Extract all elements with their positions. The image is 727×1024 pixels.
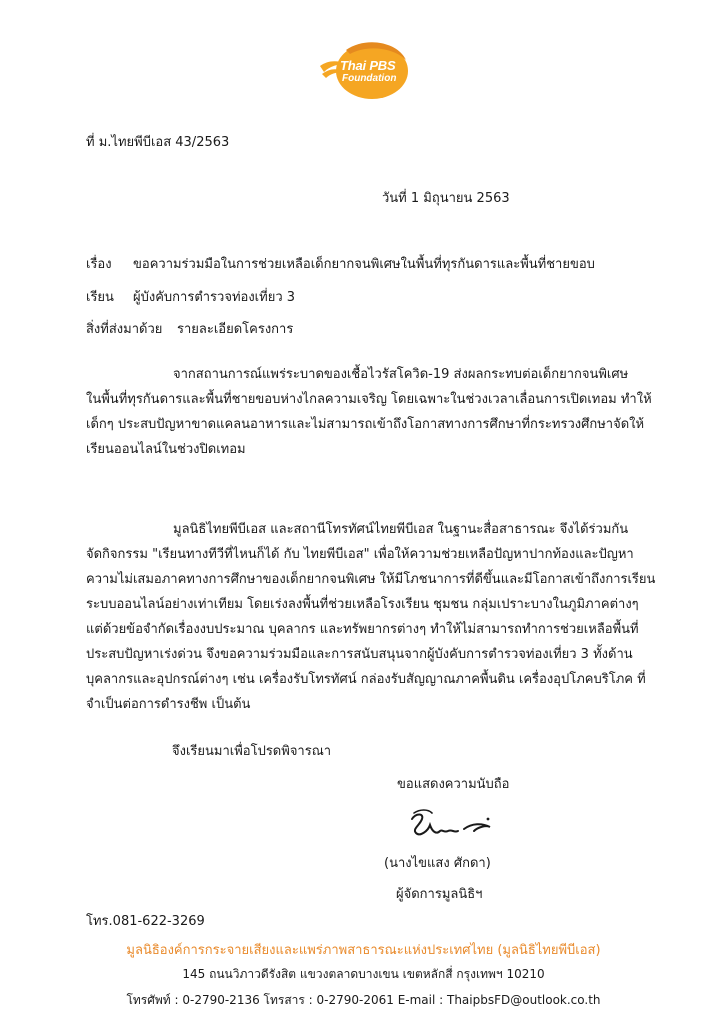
enclosure-value: รายละเอียดโครงการ [177, 322, 294, 337]
closing-regards: ขอแสดงความนับถือ [397, 777, 510, 792]
subject-value: ขอความร่วมมือในการช่วยเหลือเด็กยากจนพิเศษในพื้นที่ทุรกันดารและพื้นที่ชายขอบ [133, 257, 595, 272]
paragraph-2-line: ความไม่เสมอภาคทางการศึกษาของเด็กยากจนพิเศษ ให้มีโภชนาการที่ดีขึ้นและมีโอกาสเข้าถึงการเรียน [86, 572, 656, 587]
reference-number: ที่ ม.ไทยพีบีเอส 43/2563 [86, 135, 230, 150]
body-paragraph-2 [86, 517, 656, 717]
paragraph-1-line: จากสถานการณ์แพร่ระบาดของเชื้อไวรัสโควิด-19 ส่งผลกระทบต่อเด็กยากจนพิเศษ [173, 367, 629, 382]
signer-name: (นางไขแสง ศักดา) [384, 856, 491, 871]
logo-text-foundation: Foundation [342, 73, 397, 84]
thai-pbs-foundation-logo [316, 38, 412, 104]
paragraph-2-line: ระบบออนไลน์อย่างเท่าเทียม โดยเร่งลงพื้นที่ช่วยเหลือโรงเรียน ชุมชน กลุ่มเปราะบางในภูมิภาคต่างๆ [86, 597, 639, 612]
subject-label: เรื่อง [86, 257, 112, 272]
paragraph-2-line: จำเป็นต่อการดำรงชีพ เป็นต้น [86, 697, 251, 712]
contact-phone: โทร.081-622-3269 [86, 914, 205, 929]
paragraph-2-line: แต่ด้วยข้อจำกัดเรื่องงบประมาณ บุคลากร และทรัพยากรต่างๆ ทำให้ไม่สามารถทำการช่วยเหลือพื้นที่ [86, 622, 639, 637]
paragraph-2-line: ประสบปัญหาเร่งด่วน จึงขอความร่วมมือและการสนับสนุนจากผู้บังคับการตำรวจท่องเที่ยว 3 ทั้งด้าน [86, 647, 633, 662]
signer-title: ผู้จัดการมูลนิธิฯ [396, 887, 483, 902]
recipient-value: ผู้บังคับการตำรวจท่องเที่ยว 3 [133, 290, 296, 305]
paragraph-1-line: ในพื้นที่ทุรกันดารและพื้นที่ชายขอบห่างไกลความเจริญ โดยเฉพาะในช่วงเวลาเลื่อนการเปิดเทอม ทำให้ [86, 392, 652, 407]
paragraph-2-line: บุคลากรและอุปกรณ์ต่างๆ เช่น เครื่องรับโทรทัศน์ กล่องรับสัญญาณภาคพื้นดิน เครื่องอุปโภคบริโภค ที่ [86, 672, 646, 687]
closing-request: จึงเรียนมาเพื่อโปรดพิจารณา [172, 744, 332, 759]
recipient-label: เรียน [86, 290, 114, 305]
handwritten-signature [402, 805, 502, 845]
enclosure-label: สิ่งที่ส่งมาด้วย [86, 322, 163, 337]
body-paragraph-1 [86, 362, 652, 462]
letter-date: วันที่ 1 มิถุนายน 2563 [382, 191, 510, 206]
paragraph-2-line: มูลนิธิไทยพีบีเอส และสถานีโทรทัศน์ไทยพีบีเอส ในฐานะสื่อสาธารณะ จึงได้ร่วมกัน [173, 522, 629, 537]
paragraph-1-line: เด็กๆ ประสบปัญหาขาดแคลนอาหารและไม่สามารถเข้าถึงโอกาสทางการศึกษาที่กระทรวงศึกษาจัดให้ [86, 417, 645, 432]
footer-address: 145 ถนนวิภาวดีรังสิต แขวงตลาดบางเขน เขตหลักสี่ กรุงเทพฯ 10210 [182, 967, 545, 981]
paragraph-2-line: จัดกิจกรรม "เรียนทางทีวีที่ไหนก็ได้ กับ ไทยพีบีเอส" เพื่อให้ความช่วยเหลือปัญหาปากท้องและปัญหา [86, 547, 634, 562]
signature-icon [402, 805, 502, 845]
footer-contact-line: โทรศัพท์ : 0-2790-2136 โทรสาร : 0-2790-2061 E-mail : ThaipbsFD@outlook.co.th [126, 993, 601, 1007]
paragraph-1-line: เรียนออนไลน์ในช่วงปิดเทอม [86, 442, 246, 457]
logo-text-thai-pbs: Thai PBS [340, 58, 396, 73]
footer-organization: มูลนิธิองค์การกระจายเสียงและแพร่ภาพสาธารณะแห่งประเทศไทย (มูลนิธิไทยพีบีเอส) [126, 943, 601, 958]
